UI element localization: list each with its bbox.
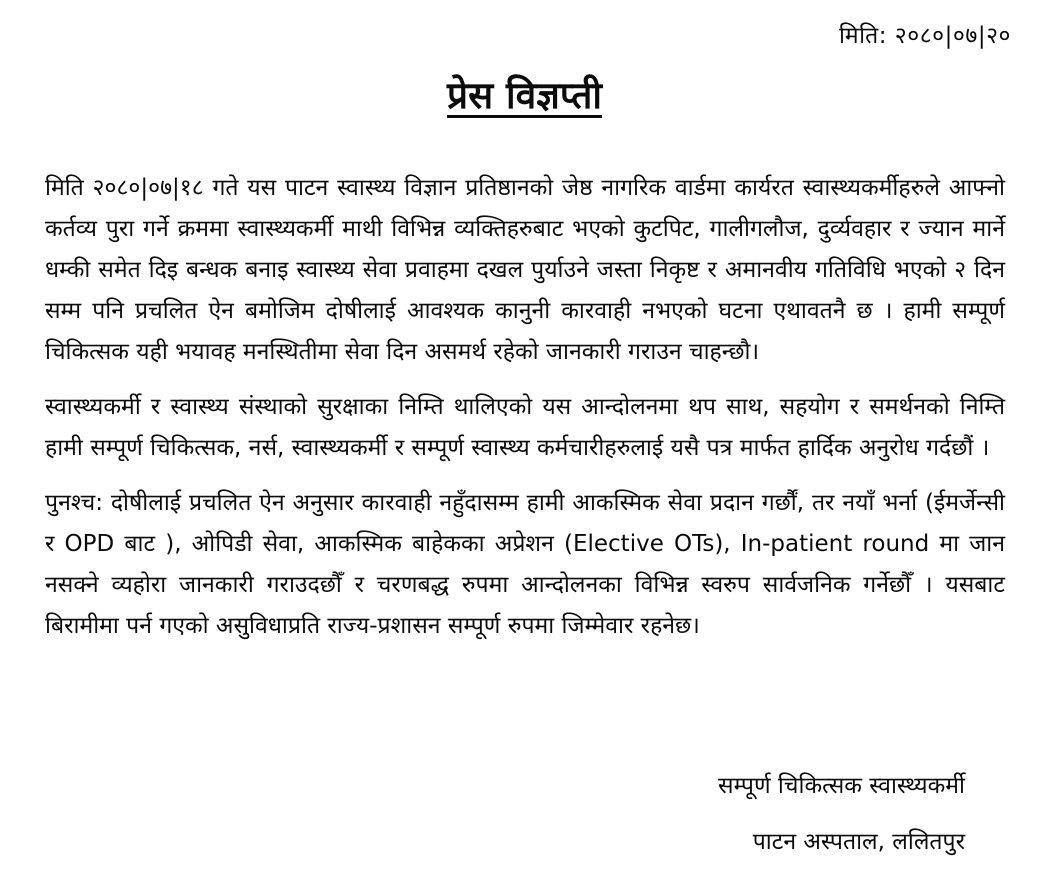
signature-line-1: सम्पूर्ण चिकित्सक स्वास्थ्यकर्मी: [718, 773, 965, 799]
document-body: [45, 168, 1005, 661]
paragraph-3: पुनश्च: दोषीलाई प्रचलित ऐन अनुसार कारवाही नहुँदासम्म हामी आकस्मिक सेवा प्रदान गर्छौं, तर नयाँ भर्ना (ईमर्जेन्सी र OPD बाट ), ओपिडी सेवा, आकस्मिक बाहेकका अप्रेशन (Elective OTs), In-patient round मा जान नसक्ने व्यहोरा जानकारी गराउदछौँ र चरणबद्ध रुपमा आन्दोलनका विभिन्न स्वरुप सार्वजनिक गर्नेछौँ । यसबाट बिरामीमा पर्न गएको असुविधाप्रति राज्य-प्रशासन सम्पूर्ण रुपमा जिम्मेवार रहनेछ।: [45, 490, 1005, 639]
paragraph-1: मिति २०८०|०७|१८ गते यस पाटन स्वास्थ्य विज्ञान प्रतिष्ठानको जेष्ठ नागरिक वार्डमा कार्यरत स्वास्थ्यकर्मीहरुले आफ्नो कर्तव्य पुरा गर्ने क्रममा स्वास्थ्यकर्मी माथी विभिन्न व्यक्तिहरुबाट भएको कुटपिट, गालीगलौज, दुर्व्यवहार र ज्यान मार्ने धम्की समेत दिइ बन्धक बनाइ स्वास्थ्य सेवा प्रवाहमा दखल पुर्याउने जस्ता निकृष्ट र अमानवीय गतिविधि भएको २ दिन सम्म पनि प्रचलित ऐन बमोजिम दोषीलाई आवश्यक कानुनी कारवाही नभएको घटना एथावतनै छ । हामी सम्पूर्ण चिकित्सक यही भयावह मनस्थितीमा सेवा दिन असमर्थ रहेको जानकारी गराउन चाहन्छौ।: [45, 175, 1005, 365]
signature-block: [718, 766, 965, 876]
page-title: प्रेस विज्ञप्ती: [447, 74, 602, 117]
date-label: मिति: २०८०|०७|२०: [838, 23, 1011, 49]
paragraph-2: स्वास्थ्यकर्मी र स्वास्थ्य संस्थाको सुरक्षाका निम्ति थालिएको यस आन्दोलनमा थप साथ, सहयोग र समर्थनको निम्ति हामी सम्पूर्ण चिकित्सक, नर्स, स्वास्थ्यकर्मी र सम्पूर्ण स्वास्थ्य कर्मचारीहरुलाई यसै पत्र मार्फत हार्दिक अनुरोध गर्दछौं ।: [45, 394, 1005, 461]
signature-line-2: पाटन अस्पताल, ललितपुर: [752, 829, 965, 855]
